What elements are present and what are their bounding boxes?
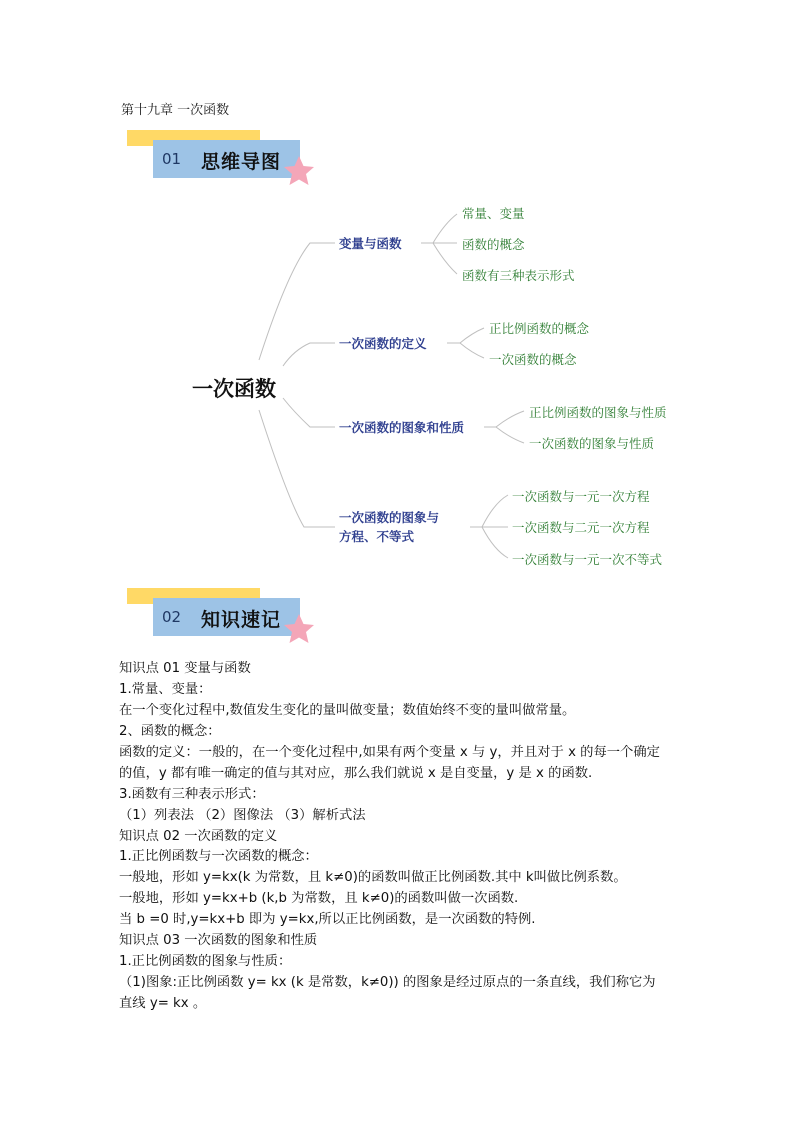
chapter-title: 第十九章 一次函数 (121, 103, 230, 118)
knowledge-heading: 知识点 01 变量与函数 (119, 661, 251, 676)
note-line: （1)图象:正比例函数 y= kx (k 是常数，k≠0)) 的图象是经过原点的一条直线，我们称它为 (119, 975, 656, 990)
banner-title: 思维导图 (201, 151, 282, 173)
note-line: 1.常量、变量： (119, 682, 212, 697)
banner-title: 知识速记 (201, 609, 282, 631)
note-line: 的值，y 都有唯一确定的值与其对应，那么我们就说 x 是自变量，y 是 x 的函数. (119, 766, 593, 781)
note-line: 当 b =0 时,y=kx+b 即为 y=kx,所以正比例函数，是一次函数的特例. (119, 912, 536, 927)
section-banner-notes (122, 588, 322, 648)
mindmap-leaf: 常量、变量 (462, 206, 525, 221)
knowledge-heading: 知识点 02 一次函数的定义 (119, 829, 278, 844)
mindmap-branch: 一次函数的定义 (339, 336, 427, 351)
mindmap-leaf: 正比例函数的概念 (489, 321, 590, 336)
note-line: 2、函数的概念： (119, 724, 221, 739)
knowledge-heading: 知识点 03 一次函数的图象和性质 (119, 933, 318, 948)
note-line: 直线 y= kx 。 (119, 996, 207, 1011)
mindmap-leaf: 函数有三种表示形式 (462, 268, 575, 283)
note-line: 一般地，形如 y=kx+b (k,b 为常数，且 k≠0)的函数叫做一次函数. (119, 891, 519, 906)
note-line: 函数的定义：一般的，在一个变化过程中,如果有两个变量 x 与 y，并且对于 x 的每一个确定 (119, 745, 660, 760)
mindmap-branch (339, 508, 439, 546)
banner-number: 01 (162, 150, 182, 168)
mindmap-branch: 变量与函数 (339, 236, 402, 251)
note-line: （1）列表法 （2）图像法 （3）解析式法 (119, 808, 366, 823)
note-line: 一般地，形如 y=kx(k 为常数，且 k≠0)的函数叫做正比例函数.其中 k叫做比例系数。 (119, 870, 627, 885)
mindmap-leaf: 一次函数与一元一次不等式 (512, 552, 663, 567)
note-line: 在一个变化过程中,数值发生变化的量叫做变量；数值始终不变的量叫做常量。 (119, 703, 576, 718)
mindmap-leaf: 一次函数的图象与性质 (529, 436, 655, 451)
mindmap-leaf: 一次函数与一元一次方程 (512, 489, 650, 504)
mindmap-leaf: 函数的概念 (462, 237, 525, 252)
mindmap-leaf: 一次函数与二元一次方程 (512, 520, 650, 535)
note-line: 3.函数有三种表示形式： (119, 787, 265, 802)
mindmap-leaf: 一次函数的概念 (489, 352, 577, 367)
note-line: 1.正比例函数的图象与性质： (119, 954, 292, 969)
mindmap-root: 一次函数 (192, 377, 276, 401)
banner-number: 02 (162, 608, 182, 626)
mindmap-branch-line: 方程、不等式 (339, 529, 415, 544)
mindmap-branch: 一次函数的图象和性质 (339, 420, 465, 435)
mindmap-branch-line: 一次函数的图象与 (339, 510, 440, 525)
mindmap-leaf: 正比例函数的图象与性质 (529, 405, 667, 420)
star-icon (282, 613, 316, 645)
note-line: 1.正比例函数与一次函数的概念： (119, 849, 318, 864)
